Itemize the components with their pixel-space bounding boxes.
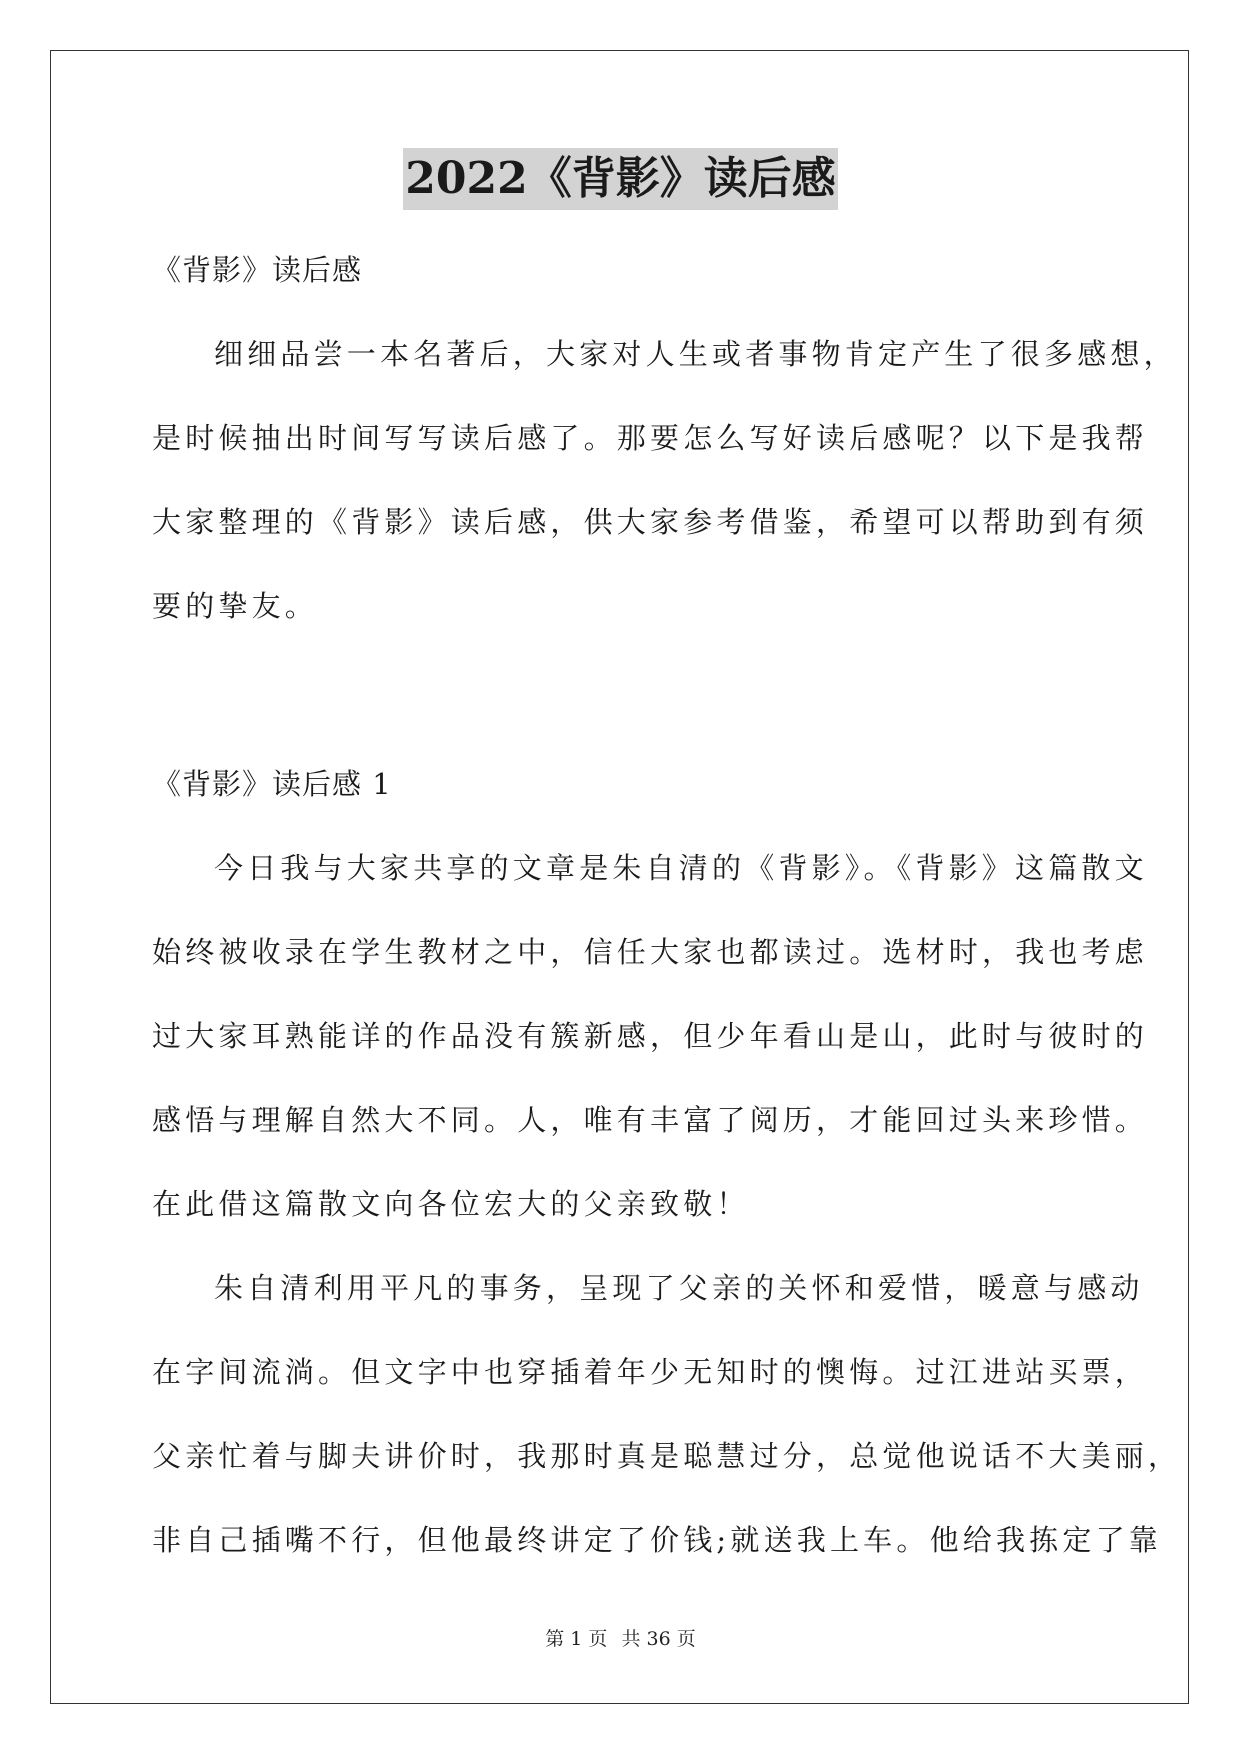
page-total: 共 36 页	[621, 1628, 696, 1650]
document-body	[152, 228, 1182, 1582]
paragraph-line: 父亲忙着与脚夫讲价时，我那时真是聪慧过分，总觉他说话不大美丽，	[152, 1439, 1182, 1473]
page-footer	[0, 1624, 1241, 1651]
paragraph-line: 在字间流淌。但文字中也穿插着年少无知时的懊悔。过江进站买票，	[152, 1355, 1149, 1389]
section1-heading: 《背影》读后感 1	[152, 767, 392, 801]
paragraph-line: 今日我与大家共享的文章是朱自清的《背影》。《背影》这篇散文	[214, 851, 1148, 885]
paragraph-line: 感悟与理解自然大不同。人，唯有丰富了阅历，才能回过头来珍惜。	[152, 1103, 1149, 1137]
paragraph-line: 过大家耳熟能详的作品没有簇新感，但少年看山是山，此时与彼时的	[152, 1019, 1149, 1053]
document-title: 2022《背影》读后感	[403, 148, 837, 210]
paragraph-line: 始终被收录在学生教材之中，信任大家也都读过。选材时，我也考虑	[152, 935, 1149, 969]
intro-line: 是时候抽出时间写写读后感了。那要怎么写好读后感呢？以下是我帮	[152, 421, 1149, 455]
section-gap	[152, 648, 1092, 742]
paragraph-line: 朱自清利用平凡的事务，呈现了父亲的关怀和爱惜，暖意与感动	[214, 1271, 1144, 1305]
intro-line: 细细品尝一本名著后，大家对人生或者事物肯定产生了很多感想，	[214, 337, 1177, 371]
paragraph-line: 在此借这篇散文向各位宏大的父亲致敬！	[152, 1187, 750, 1221]
paragraph-line: 非自己插嘴不行，但他最终讲定了价钱;就送我上车。他给我拣定了靠	[152, 1523, 1162, 1557]
intro-heading: 《背影》读后感	[152, 253, 363, 287]
intro-line: 要的挚友。	[152, 589, 319, 623]
page-number: 第 1 页	[545, 1628, 608, 1650]
intro-line: 大家整理的《背影》读后感，供大家参考借鉴，希望可以帮助到有须	[152, 505, 1149, 539]
title-area	[0, 148, 1241, 210]
